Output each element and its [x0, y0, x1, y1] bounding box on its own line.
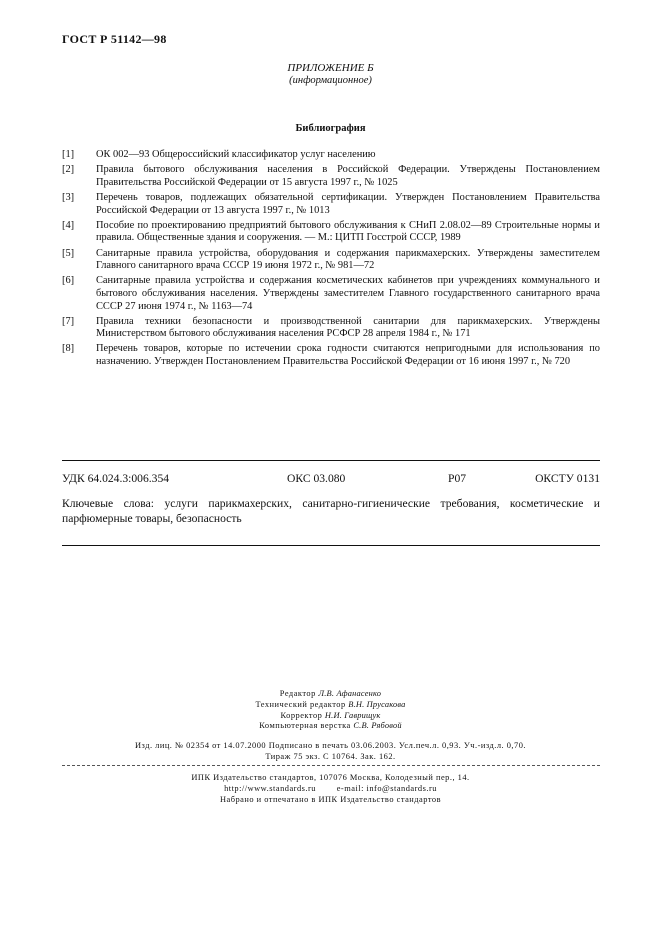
appendix-title: ПРИЛОЖЕНИЕ Б	[287, 62, 374, 74]
bibliography-title: Библиография	[295, 123, 366, 134]
print-details	[0, 741, 661, 763]
bibliography-number: [7]	[62, 315, 75, 327]
bibliography-text: ОК 002—93 Общероссийский классификатор услуг населению	[96, 149, 376, 160]
bibliography-text: Санитарные правила устройства, оборудования и содержания парикмахерских. Утверждены заместителем Главного санитарного врача СССР 19 июня 1972 г., № 981—72	[96, 247, 600, 272]
bibliography-number: [8]	[62, 343, 75, 355]
printed-line: Набрано и отпечатано в ИПК Издательство стандартов	[219, 794, 442, 804]
classification-top-rule	[62, 460, 600, 461]
tech-editor-name: В.Н. Прусакова	[348, 699, 406, 709]
bibliography-text: Перечень товаров, подлежащих обязательной сертификации. Утвержден Постановлением Правительства Российской Федерации от 13 августа 1997 г., № 1013	[96, 191, 600, 216]
bibliography-item	[62, 192, 600, 217]
print-run-line: Тираж 75 экз. С 10764. Зак. 162.	[265, 751, 396, 761]
bibliography-item	[62, 343, 600, 368]
editor-label: Редактор	[279, 689, 316, 698]
bibliography-item	[62, 220, 600, 245]
bibliography-number: [1]	[62, 149, 75, 160]
bibliography-number: [3]	[62, 191, 75, 203]
bibliography-text: Правила бытового обслуживания населения в Российской Федерации. Утверждены Постановлением Правительства Российской Федерации от 15 августа 1997 г., № 1025	[96, 164, 600, 188]
keywords: Ключевые слова: услуги парикмахерских, санитарно-гигиенические требования, косметические и парфюмерные товары, безопасность	[62, 497, 600, 525]
document-code: ГОСТ Р 51142—98	[62, 32, 167, 46]
bibliography-number: [2]	[62, 164, 75, 176]
bibliography-list	[62, 149, 600, 371]
layout-name: С.В. Рябовой	[353, 721, 402, 731]
group-code: Р07	[448, 472, 467, 485]
bibliography-item	[62, 316, 600, 341]
website-link[interactable]: http://www.standards.ru	[224, 783, 316, 793]
publisher-block	[0, 773, 661, 805]
tech-editor-label: Технический редактор	[255, 699, 346, 709]
editor-name: Л.В. Афанасенко	[318, 689, 382, 698]
corrector-line	[0, 711, 661, 722]
corrector-name: Н.И. Гаврищук	[324, 710, 381, 720]
appendix-subtitle: (информационное)	[289, 75, 372, 86]
keywords-bottom-rule	[62, 545, 600, 546]
tech-editor-line	[0, 700, 661, 711]
layout-line	[0, 721, 661, 732]
bibliography-item	[62, 164, 600, 189]
editor-line	[0, 689, 661, 700]
bibliography-number: [5]	[62, 247, 75, 259]
bibliography-text: Пособие по проектированию предприятий бытового обслуживания к СНиП 2.08.02—89 Строительные нормы и правила. Общественные здания и сооружения. — М.: ЦИТП Госстрой СССР, 1989	[96, 219, 600, 244]
bibliography-item	[62, 275, 600, 313]
editorial-credits	[0, 689, 661, 732]
bibliography-text: Перечень товаров, которые по истечении срока годности считаются непригодными для использования по назначению. Утвержден Постановлением Правительства Российской Федерации от 16 июня 1997 г., № 720	[96, 343, 600, 368]
bibliography-text: Санитарные правила устройства и содержания косметических кабинетов при учреждениях коммунального и бытового обслуживания населения. Утверждены заместителем Главного государственного санитарного врача СССР 27 июня 1974 г., № 1163—74	[96, 275, 600, 312]
publisher-line: ИПК Издательство стандартов, 107076 Москва, Колодезный пер., 14.	[191, 773, 470, 782]
bibliography-number: [6]	[62, 275, 75, 287]
udc-code: УДК 64.024.3:006.354	[62, 472, 170, 485]
imprint-divider	[62, 765, 600, 766]
bibliography-item	[62, 248, 600, 273]
layout-label: Компьютерная верстка	[259, 721, 351, 731]
bibliography-number: [4]	[62, 219, 75, 231]
contacts-line	[0, 784, 661, 795]
oks-code: ОКС 03.080	[287, 472, 346, 485]
corrector-label: Корректор	[280, 710, 323, 720]
okstu-code: ОКСТУ 0131	[535, 472, 600, 485]
bibliography-text: Правила техники безопасности и производственной санитарии для парикмахерских. Утверждены Министерством бытового обслуживания населения РСФСР 28 апреля 1984 г., № 171	[96, 315, 600, 340]
license-line: Изд. лиц. № 02354 от 14.07.2000 Подписано в печать 03.06.2003. Усл.печ.л. 0,93. Уч.-изд.л. 0,70.	[135, 741, 526, 750]
bibliography-item	[62, 149, 600, 162]
email-link[interactable]: e-mail: info@standards.ru	[336, 783, 437, 793]
